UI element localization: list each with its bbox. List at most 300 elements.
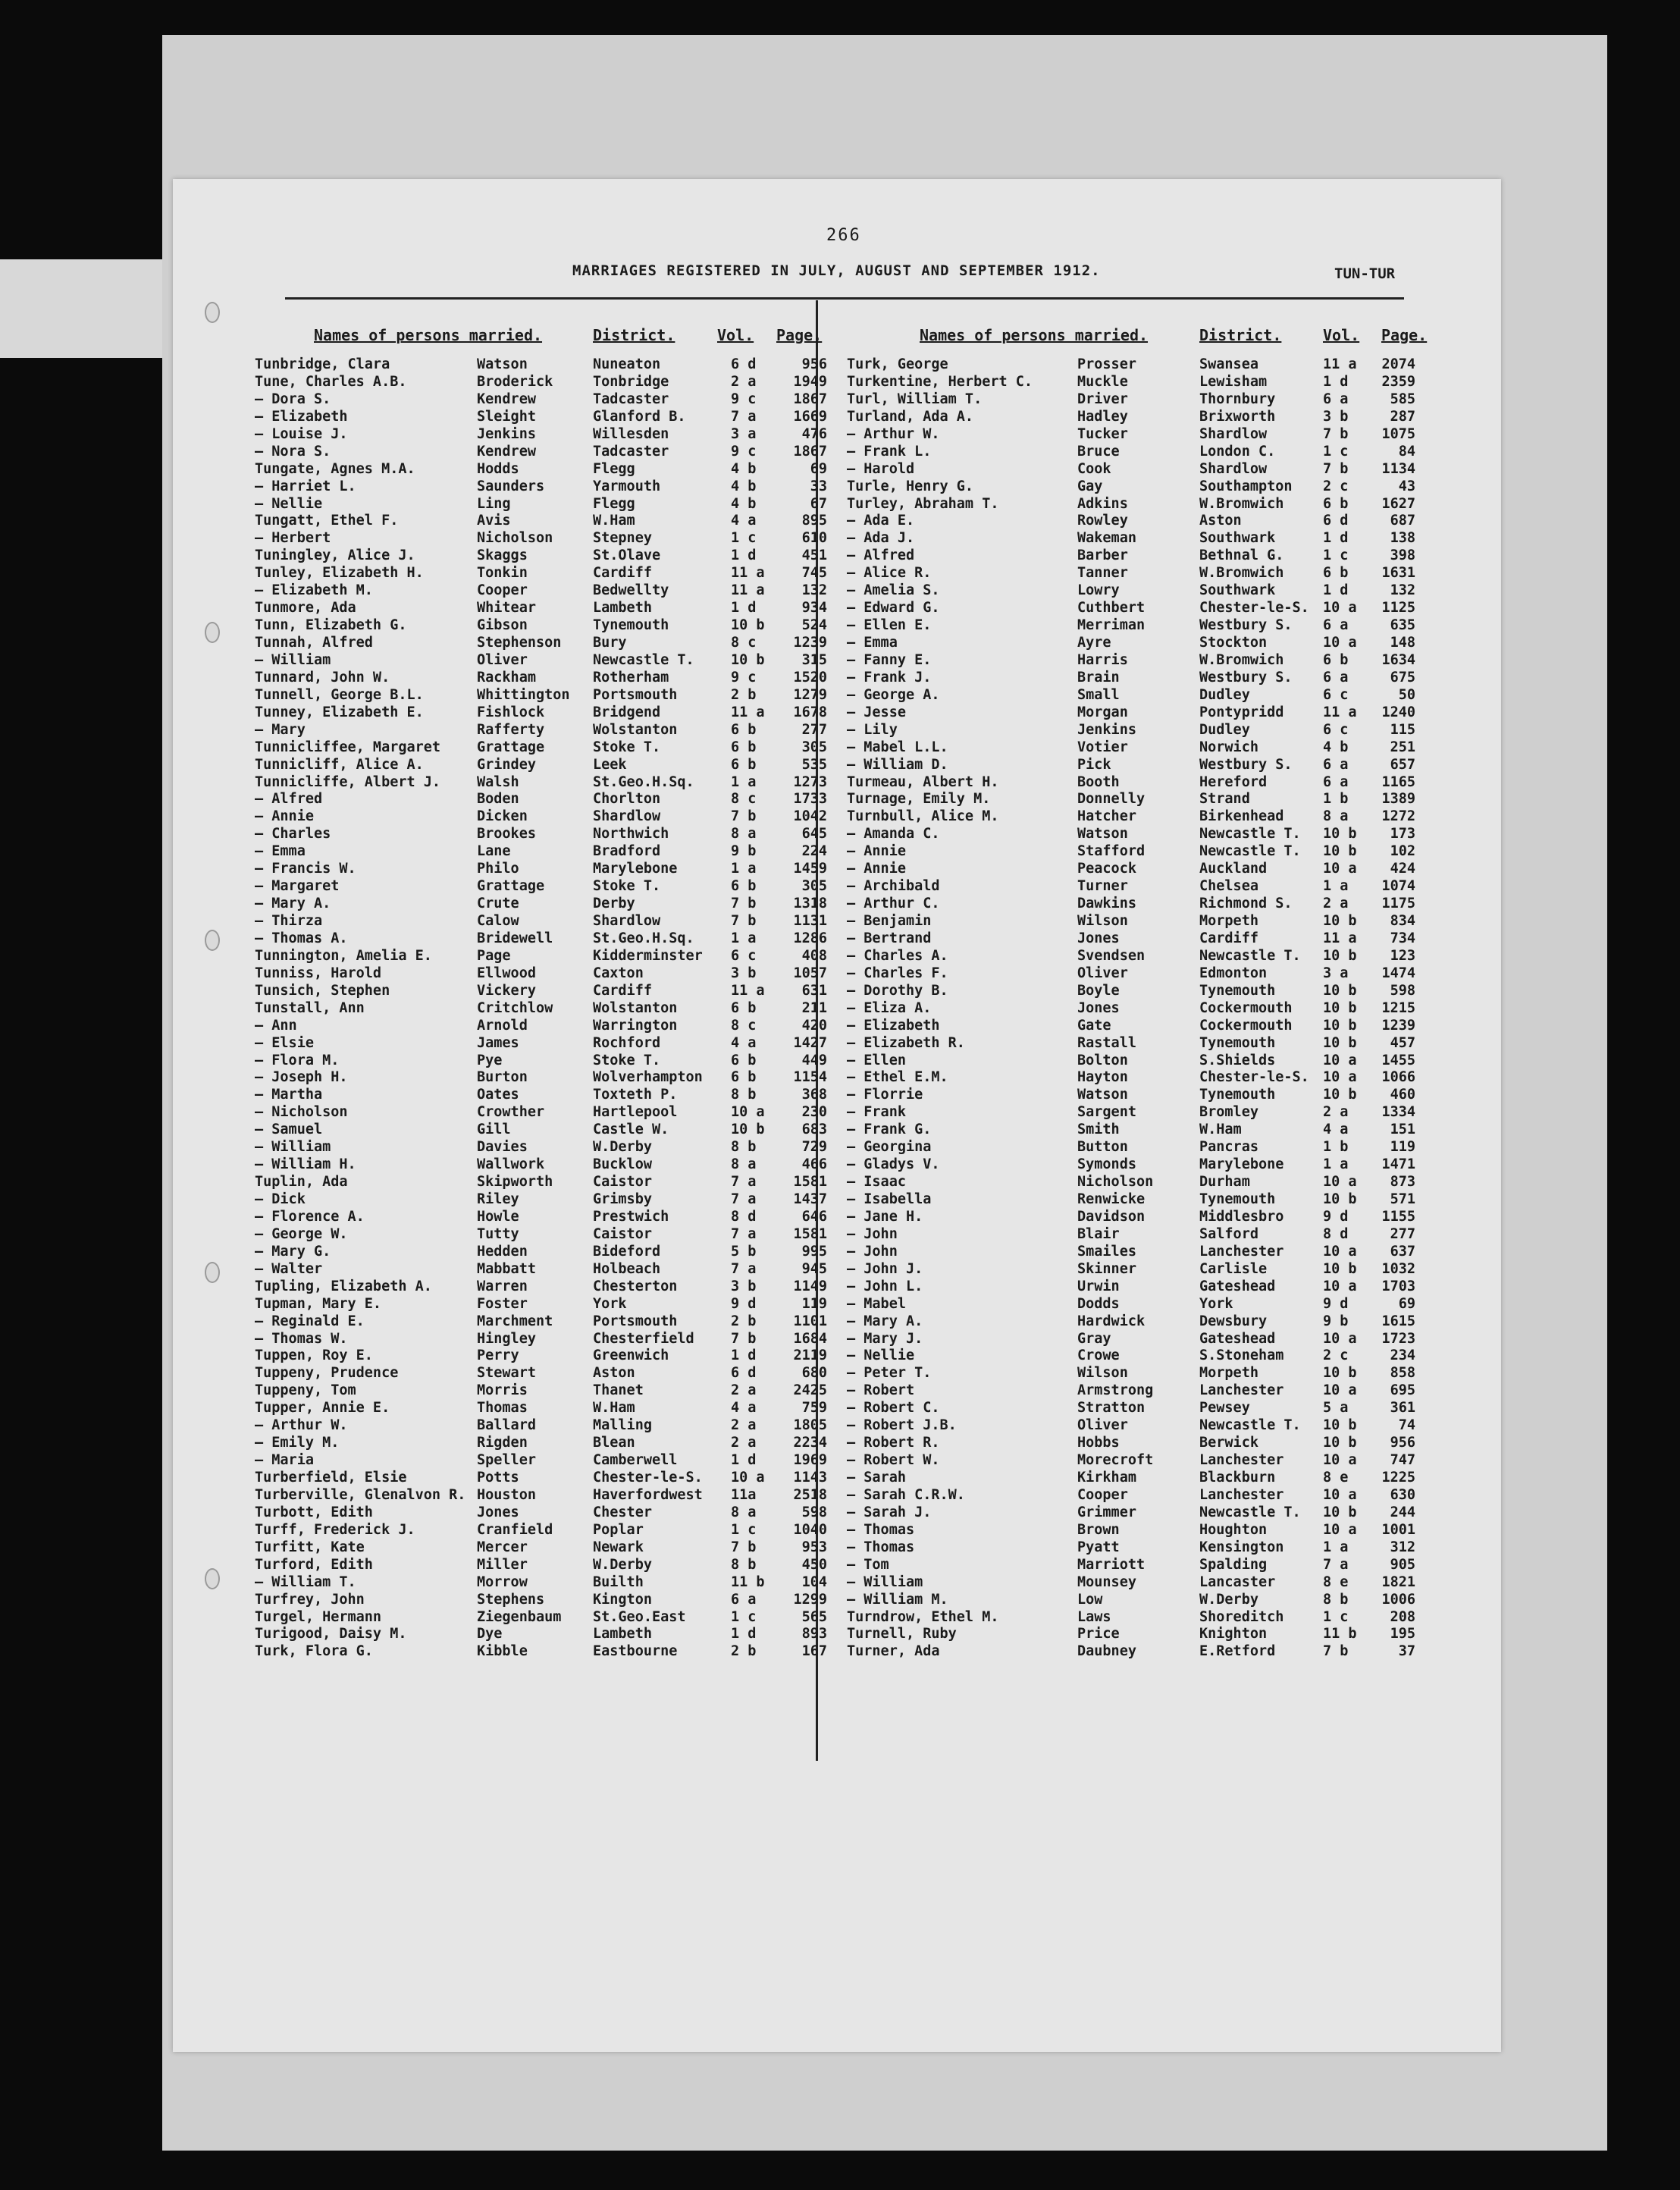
entry-vol: 11 b (1323, 1626, 1357, 1642)
entry-page: 1520 (793, 669, 827, 686)
entry-spouse: Ballard (477, 1417, 536, 1434)
entry-spouse: Urwin (1077, 1278, 1120, 1294)
entry-district: Chester-le-S. (1199, 600, 1309, 617)
entry-page: 102 (1390, 843, 1415, 860)
entry-name: Tupman, Mary E. (255, 1295, 382, 1312)
entry-spouse: Dodds (1077, 1295, 1120, 1312)
entry-name: Tungatt, Ethel F. (255, 513, 399, 529)
entry-vol: 1 d (731, 1626, 757, 1642)
entry-name: — Arthur W. (847, 425, 940, 442)
entry-name: Tunnard, John W. (255, 669, 390, 686)
entry-name: — Peter T. (847, 1365, 932, 1382)
entry-name: — Sarah C.R.W. (847, 1486, 965, 1503)
entry-district: Camberwell (593, 1452, 678, 1469)
entry-spouse: Merriman (1077, 617, 1146, 634)
entry-page: 148 (1390, 635, 1415, 651)
entry-page: 1149 (793, 1278, 827, 1294)
entry-district: Rotherham (593, 669, 669, 686)
entry-name: Tunmore, Ada (255, 600, 356, 617)
entry-district: Richmond S. (1199, 896, 1293, 912)
entry-name: Turkentine, Herbert C. (847, 373, 1033, 390)
entry-vol: 1 c (731, 530, 757, 547)
entry-vol: 6 a (731, 1591, 757, 1608)
entry-vol: 2 a (731, 373, 757, 390)
entry-vol: 3 a (1323, 965, 1349, 981)
entry-spouse: Small (1077, 686, 1120, 703)
entry-name: Turberville, Glenalvon R. (255, 1486, 466, 1503)
scanner-tab (0, 259, 162, 358)
entry-page: 1101 (793, 1313, 827, 1329)
entry-district: Glanford B. (593, 408, 686, 425)
entry-vol: 7 b (731, 896, 757, 912)
entry-district: Leek (593, 756, 627, 773)
entry-vol: 7 a (1323, 1556, 1349, 1573)
entry-name: — William M. (847, 1591, 948, 1608)
entry-page: 1631 (1381, 565, 1415, 582)
entry-name: Turff, Frederick J. (255, 1521, 415, 1538)
entry-vol: 10 b (731, 651, 765, 668)
entry-page: 571 (1390, 1191, 1415, 1207)
entry-spouse: Votier (1077, 739, 1128, 755)
entry-vol: 2 a (1323, 896, 1349, 912)
entry-spouse: Adkins (1077, 495, 1128, 512)
entry-district: Carlisle (1199, 1260, 1268, 1277)
entry-vol: 10 a (731, 1104, 765, 1121)
entry-spouse: Morgan (1077, 704, 1128, 720)
entry-district: Newcastle T. (593, 651, 694, 668)
entry-name: Tunnicliff, Alice A. (255, 756, 424, 773)
entry-district: Portsmouth (593, 1313, 678, 1329)
entry-district: Houghton (1199, 1521, 1268, 1538)
entry-spouse: Tanner (1077, 565, 1128, 582)
entry-vol: 6 b (731, 756, 757, 773)
entry-vol: 11 a (731, 704, 765, 720)
entry-page: 1867 (793, 443, 827, 460)
entry-spouse: Morecroft (1077, 1452, 1154, 1469)
entry-page: 834 (1390, 913, 1415, 929)
entry-name: — Tom (847, 1556, 889, 1573)
entry-vol: 3 a (731, 425, 757, 442)
entry-vol: 8 b (731, 1139, 757, 1156)
entry-district: Chelsea (1199, 878, 1258, 895)
entry-vol: 4 b (731, 495, 757, 512)
entry-name: — Louise J. (255, 425, 348, 442)
entry-page: 1615 (1381, 1313, 1415, 1329)
entry-vol: 4 a (1323, 1122, 1349, 1138)
entry-name: — Alfred (255, 791, 323, 808)
entry-spouse: Hadley (1077, 408, 1128, 425)
entry-name: — Dorothy B. (847, 982, 948, 999)
entry-spouse: Bruce (1077, 443, 1120, 460)
entry-name: — Elizabeth M. (255, 582, 373, 599)
names-header: Names of persons married. (314, 326, 543, 344)
entry-spouse: Crute (477, 896, 519, 912)
entry-page: 1821 (1381, 1573, 1415, 1590)
entry-district: Knighton (1199, 1626, 1268, 1642)
entry-page: 683 (801, 1122, 827, 1138)
entry-spouse: Cooper (477, 582, 528, 599)
entry-district: Blean (593, 1435, 635, 1451)
entry-vol: 10 b (1323, 1365, 1357, 1382)
entry-page: 43 (1398, 478, 1415, 494)
entry-spouse: Hingley (477, 1330, 536, 1347)
entry-spouse: Brookes (477, 826, 536, 842)
entry-spouse: Cuthbert (1077, 600, 1146, 617)
entry-spouse: Howle (477, 1208, 519, 1225)
entry-page: 734 (1390, 930, 1415, 946)
entry-page: 408 (801, 947, 827, 964)
entry-spouse: Marriott (1077, 1556, 1146, 1573)
entry-name: — Ethel E.M. (847, 1069, 948, 1086)
entry-vol: 10 b (1323, 947, 1357, 964)
entry-name: — Eliza A. (847, 999, 932, 1016)
entry-district: Strand (1199, 791, 1250, 808)
entry-district: Bideford (593, 1243, 661, 1260)
entry-district: Newcastle T. (1199, 826, 1301, 842)
entry-name: Turberfield, Elsie (255, 1470, 407, 1486)
entry-name: — Jesse (847, 704, 906, 720)
entry-name: Tuppeny, Prudence (255, 1365, 399, 1382)
entry-spouse: Burton (477, 1069, 528, 1086)
entry-page: 277 (1390, 1225, 1415, 1242)
entry-page: 895 (801, 513, 827, 529)
entry-name: — Mary G. (255, 1243, 331, 1260)
entry-name: Turnage, Emily M. (847, 791, 991, 808)
entry-district: Morpeth (1199, 913, 1258, 929)
entry-page: 1318 (793, 896, 827, 912)
entry-name: — Benjamin (847, 913, 932, 929)
entry-vol: 6 c (1323, 686, 1349, 703)
entry-vol: 10 a (1323, 861, 1357, 877)
header-rule (285, 297, 1404, 300)
entry-page: 173 (1390, 826, 1415, 842)
entry-name: — John (847, 1225, 898, 1242)
entry-district: Tynemouth (1199, 1087, 1276, 1103)
entry-name: Turnell, Ruby (847, 1626, 957, 1642)
entry-page: 535 (801, 756, 827, 773)
entry-district: Edmonton (1199, 965, 1268, 981)
entry-district: Tynemouth (593, 617, 669, 634)
entry-name: Turland, Ada A. (847, 408, 974, 425)
entry-page: 244 (1390, 1504, 1415, 1520)
vol-header: Vol. (717, 326, 754, 344)
entry-name: Turford, Edith (255, 1556, 373, 1573)
entry-spouse: Driver (1077, 391, 1128, 407)
entry-vol: 4 a (731, 1400, 757, 1417)
entry-spouse: Hardwick (1077, 1313, 1146, 1329)
entry-page: 67 (810, 495, 827, 512)
entry-spouse: Tonkin (477, 565, 528, 582)
punch-hole (205, 1262, 220, 1283)
entry-vol: 6 b (731, 739, 757, 755)
entry-page: 995 (801, 1243, 827, 1260)
entry-page: 476 (801, 425, 827, 442)
entry-name: Tunnicliffee, Margaret (255, 739, 441, 755)
entry-district: Morpeth (1199, 1365, 1258, 1382)
entry-district: Grimsby (593, 1191, 652, 1207)
entry-spouse: Renwicke (1077, 1191, 1146, 1207)
entry-district: Brixworth (1199, 408, 1276, 425)
entry-vol: 4 b (731, 460, 757, 477)
entry-page: 635 (1390, 617, 1415, 634)
entry-district: Dewsbury (1199, 1313, 1268, 1329)
entry-spouse: Kirkham (1077, 1470, 1136, 1486)
entry-vol: 2 c (1323, 1348, 1349, 1364)
entry-vol: 10 a (1323, 1069, 1357, 1086)
entry-name: — Charles (255, 826, 331, 842)
entry-vol: 1 c (731, 1521, 757, 1538)
entry-spouse: Oates (477, 1087, 519, 1103)
entry-vol: 11 a (731, 565, 765, 582)
entry-spouse: Crowther (477, 1104, 545, 1121)
entry-page: 104 (801, 1573, 827, 1590)
entry-spouse: Cooper (1077, 1486, 1128, 1503)
entry-spouse: Nicholson (477, 530, 553, 547)
entry-page: 1669 (793, 408, 827, 425)
entry-vol: 1 a (1323, 878, 1349, 895)
entry-spouse: Thomas (477, 1400, 528, 1417)
entry-vol: 9 d (1323, 1208, 1349, 1225)
entry-spouse: Stratton (1077, 1400, 1146, 1417)
entry-spouse: Harris (1077, 651, 1128, 668)
entry-vol: 4 b (731, 478, 757, 494)
entry-district: W.Derby (1199, 1591, 1258, 1608)
entry-spouse: Watson (477, 356, 528, 372)
entry-page: 1299 (793, 1591, 827, 1608)
entry-name: — Florence A. (255, 1208, 365, 1225)
entry-page: 287 (1390, 408, 1415, 425)
entry-spouse: Foster (477, 1295, 528, 1312)
entry-district: Southwark (1199, 530, 1276, 547)
entry-district: W.Ham (593, 1400, 635, 1417)
entry-district: Kington (593, 1591, 652, 1608)
entry-page: 361 (1390, 1400, 1415, 1417)
entry-page: 398 (1390, 548, 1415, 564)
entry-name: Turfrey, John (255, 1591, 365, 1608)
entry-vol: 8 b (731, 1087, 757, 1103)
entry-district: Marylebone (1199, 1156, 1284, 1173)
entry-name: Tunley, Elizabeth H. (255, 565, 424, 582)
entry-district: Tadcaster (593, 391, 669, 407)
entry-vol: 8 e (1323, 1573, 1349, 1590)
entry-name: — Ellen E. (847, 617, 932, 634)
entry-vol: 10 a (1323, 1052, 1357, 1068)
entry-district: Middlesbro (1199, 1208, 1284, 1225)
entry-spouse: Mounsey (1077, 1573, 1136, 1590)
entry-page: 1474 (1381, 965, 1415, 981)
entry-district: W.Derby (593, 1556, 652, 1573)
entry-name: — Frank (847, 1104, 906, 1121)
entry-vol: 6 b (731, 1052, 757, 1068)
entry-vol: 9 d (731, 1295, 757, 1312)
entry-page: 945 (801, 1260, 827, 1277)
entry-district: Southwark (1199, 582, 1276, 599)
entry-name: — Herbert (255, 530, 331, 547)
entry-vol: 6 c (1323, 721, 1349, 738)
entry-district: Flegg (593, 495, 635, 512)
entry-spouse: Hodds (477, 460, 519, 477)
entry-page: 657 (1390, 756, 1415, 773)
entry-name: Turfitt, Kate (255, 1539, 365, 1555)
entry-page: 1455 (1381, 1052, 1415, 1068)
entry-name: — Mabel L.L. (847, 739, 948, 755)
entry-name: — Elizabeth (255, 408, 348, 425)
entry-name: Tuningley, Alice J. (255, 548, 415, 564)
entry-spouse: Rafferty (477, 721, 545, 738)
punch-hole (205, 622, 220, 643)
entry-vol: 6 b (731, 878, 757, 895)
entry-district: Northwich (593, 826, 669, 842)
entry-spouse: Booth (1077, 773, 1120, 790)
entry-name: — William (847, 1573, 923, 1590)
entry-name: Tuplin, Ada (255, 1174, 348, 1191)
entry-district: Southampton (1199, 478, 1293, 494)
entry-name: — William D. (847, 756, 948, 773)
entry-vol: 9 c (731, 391, 757, 407)
page-title: MARRIAGES REGISTERED IN JULY, AUGUST AND SEPTEMBER 1912. (572, 262, 1101, 279)
entry-page: 277 (801, 721, 827, 738)
entry-name: — William T. (255, 1573, 356, 1590)
entry-spouse: Kendrew (477, 443, 536, 460)
entry-spouse: Rowley (1077, 513, 1128, 529)
entry-name: — John L. (847, 1278, 923, 1294)
entry-spouse: Pick (1077, 756, 1111, 773)
entry-page: 84 (1398, 443, 1415, 460)
entry-district: St.Olave (593, 548, 661, 564)
entry-spouse: Pye (477, 1052, 503, 1068)
entry-page: 1684 (793, 1330, 827, 1347)
vol-header: Vol. (1323, 326, 1360, 344)
entry-vol: 7 b (731, 913, 757, 929)
entry-district: Westbury S. (1199, 669, 1293, 686)
entry-name: — Robert W. (847, 1452, 940, 1469)
entry-name: — Ellen (847, 1052, 906, 1068)
entry-district: Lambeth (593, 600, 652, 617)
entry-page: 305 (801, 739, 827, 755)
entry-district: St.Geo.East (593, 1608, 686, 1625)
entry-vol: 10 a (1323, 1521, 1357, 1538)
entry-vol: 8 a (1323, 808, 1349, 825)
entry-district: Auckland (1199, 861, 1268, 877)
entry-name: Turndrow, Ethel M. (847, 1608, 999, 1625)
entry-vol: 10 b (1323, 1017, 1357, 1034)
entry-name: Tune, Charles A.B. (255, 373, 407, 390)
entry-district: Aston (593, 1365, 635, 1382)
entry-page: 1627 (1381, 495, 1415, 512)
entry-district: Chester-le-S. (593, 1470, 703, 1486)
entry-vol: 2 c (1323, 478, 1349, 494)
entry-page: 905 (1390, 1556, 1415, 1573)
entry-spouse: Stephenson (477, 635, 562, 651)
entry-name: Turner, Ada (847, 1643, 940, 1660)
entry-page: 195 (1390, 1626, 1415, 1642)
entry-district: Eastbourne (593, 1643, 678, 1660)
entry-spouse: Kendrew (477, 391, 536, 407)
entry-district: Holbeach (593, 1260, 661, 1277)
entry-district: Thanet (593, 1382, 644, 1399)
entry-spouse: Lane (477, 843, 511, 860)
entry-vol: 10 a (1323, 635, 1357, 651)
entry-name: — Mary A. (847, 1313, 923, 1329)
entry-vol: 11 a (1323, 704, 1357, 720)
entry-spouse: Prosser (1077, 356, 1136, 372)
entry-name: — Annie (847, 861, 906, 877)
entry-vol: 11 a (1323, 356, 1357, 372)
entry-vol: 6 a (1323, 773, 1349, 790)
entry-page: 450 (801, 1556, 827, 1573)
entry-page: 449 (801, 1052, 827, 1068)
entry-vol: 1 a (731, 861, 757, 877)
entry-spouse: Turner (1077, 878, 1128, 895)
entry-name: — Annie (255, 808, 314, 825)
entry-spouse: Daubney (1077, 1643, 1136, 1660)
entry-district: W.Bromwich (1199, 495, 1284, 512)
entry-page: 1075 (1381, 425, 1415, 442)
entry-name: — Elsie (255, 1034, 314, 1051)
entry-name: — John J. (847, 1260, 923, 1277)
entry-vol: 6 c (731, 947, 757, 964)
entry-name: — Robert C. (847, 1400, 940, 1417)
entry-district: Wolverhampton (593, 1069, 703, 1086)
entry-name: — Bertrand (847, 930, 932, 946)
entry-vol: 3 b (731, 1278, 757, 1294)
entry-district: Tynemouth (1199, 1191, 1276, 1207)
entry-vol: 10 b (1323, 1191, 1357, 1207)
entry-name: — George W. (255, 1225, 348, 1242)
entry-district: Newcastle T. (1199, 1504, 1301, 1520)
entry-district: Cockermouth (1199, 999, 1293, 1016)
entry-vol: 7 a (731, 1260, 757, 1277)
entry-district: Tonbridge (593, 373, 669, 390)
entry-page: 687 (1390, 513, 1415, 529)
entry-district: Thornbury (1199, 391, 1276, 407)
entry-name: — Ada J. (847, 530, 915, 547)
entry-name: Tunniss, Harold (255, 965, 382, 981)
entry-name: — John (847, 1243, 898, 1260)
entry-vol: 8 c (731, 1017, 757, 1034)
entry-spouse: Gibson (477, 617, 528, 634)
entry-vol: 8 c (731, 791, 757, 808)
entry-district: Kensington (1199, 1539, 1284, 1555)
entry-name: — Sarah (847, 1470, 906, 1486)
entry-district: Wolstanton (593, 721, 678, 738)
entry-page: 1427 (793, 1034, 827, 1051)
entry-page: 1239 (793, 635, 827, 651)
entry-page: 695 (1390, 1382, 1415, 1399)
entry-vol: 1 d (731, 1452, 757, 1469)
entry-name: — William H. (255, 1156, 356, 1173)
entry-page: 33 (810, 478, 827, 494)
entry-spouse: Stephens (477, 1591, 545, 1608)
entry-district: Norwich (1199, 739, 1258, 755)
entry-name: — Dora S. (255, 391, 331, 407)
entry-spouse: Hatcher (1077, 808, 1136, 825)
entry-name: Turk, George (847, 356, 948, 372)
entry-district: Stockton (1199, 635, 1268, 651)
entry-page: 132 (801, 582, 827, 599)
entry-vol: 10 b (1323, 1504, 1357, 1520)
entry-page: 1334 (1381, 1104, 1415, 1121)
entry-page: 2074 (1381, 356, 1415, 372)
entry-name: Turigood, Daisy M. (255, 1626, 407, 1642)
entry-spouse: Dicken (477, 808, 528, 825)
entry-spouse: Wakeman (1077, 530, 1136, 547)
entry-page: 1042 (793, 808, 827, 825)
entry-spouse: Perry (477, 1348, 519, 1364)
entry-name: — Arthur C. (847, 896, 940, 912)
entry-district: Haverfordwest (593, 1486, 703, 1503)
entry-page: 1389 (1381, 791, 1415, 808)
